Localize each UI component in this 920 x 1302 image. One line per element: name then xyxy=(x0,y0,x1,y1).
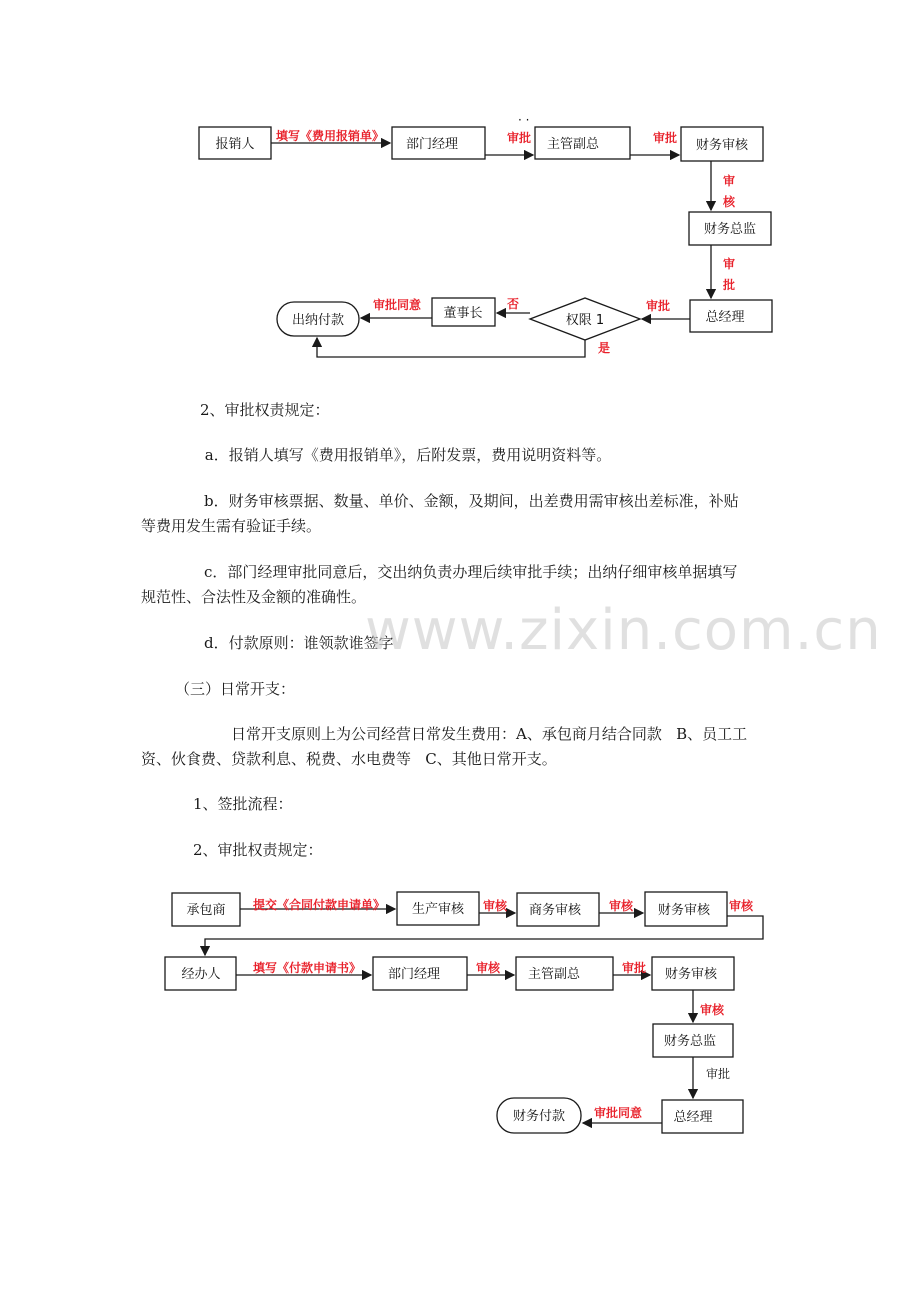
svg-text:部门经理: 部门经理 xyxy=(387,967,441,982)
svg-text:部门经理: 部门经理 xyxy=(405,137,459,152)
heading-approval-rules: 2、审批权责规定： xyxy=(200,401,330,419)
node-dept-manager xyxy=(392,127,485,159)
label-fill-form: 填写《费用报销单》 xyxy=(276,129,385,143)
svg-text:出纳付款: 出纳付款 xyxy=(291,313,345,328)
svg-text:主管副总: 主管副总 xyxy=(546,137,600,152)
label-no: 否 xyxy=(507,297,520,311)
label-audit-4: 审核 xyxy=(476,961,501,975)
svg-text:财务付款: 财务付款 xyxy=(512,1109,566,1124)
label-approve-1: 审批 xyxy=(507,131,532,145)
paragraph-daily-line1: 日常开支原则上为公司经营日常发生费用：A、承包商月结合同款 B、员工工 xyxy=(231,725,748,743)
label-approved-agree: 审批同意 xyxy=(373,298,422,312)
node-finance-director xyxy=(689,212,771,245)
label-approve-3: 审批 xyxy=(646,299,671,313)
svg-text:商务审核: 商务审核 xyxy=(528,903,582,918)
paragraph-c-line2: 规范性、合法性及金额的准确性。 xyxy=(141,588,367,606)
label-audit-vertical-1: 审 xyxy=(723,174,736,188)
label-fill-payment-form: 填写《付款申请书》 xyxy=(253,961,362,975)
flow2-connectors xyxy=(205,909,763,1123)
svg-text:主管副总: 主管副总 xyxy=(527,967,581,982)
svg-text:财务审核: 财务审核 xyxy=(695,138,749,153)
heading-daily-expenses: （三）日常开支： xyxy=(175,680,296,698)
node-contractor xyxy=(172,893,240,926)
svg-text:总经理: 总经理 xyxy=(705,310,745,325)
svg-text:经办人: 经办人 xyxy=(181,967,221,982)
node-claimant xyxy=(199,127,271,159)
node-finance-payment xyxy=(497,1098,581,1133)
reimbursement-flowchart xyxy=(0,0,920,380)
heading-approval-rules-2: 2、审批权责规定： xyxy=(193,841,323,859)
node-cashier-payment xyxy=(277,302,359,336)
paragraph-c-line1: c．部门经理审批同意后，交出纳负责办理后续审批手续；出纳仔细审核单据填写 xyxy=(204,563,738,581)
paragraph-b-line1: b．财务审核票据、数量、单价、金额，及期间，出差费用需审核出差标准，补贴 xyxy=(204,492,739,510)
node-deputy xyxy=(535,127,630,159)
label-approve-2b: 审批 xyxy=(706,1067,731,1081)
label-approve-2: 审批 xyxy=(653,131,678,145)
svg-text:财务总监: 财务总监 xyxy=(703,222,757,237)
node-finance-director-2 xyxy=(653,1024,733,1057)
label-yes: 是 xyxy=(598,341,611,355)
svg-text:承包商: 承包商 xyxy=(186,903,226,918)
node-finance-audit xyxy=(681,127,763,161)
watermark: www.zixin.com.cn xyxy=(365,598,882,663)
node-authority-decision xyxy=(530,298,640,340)
node-general-manager-2 xyxy=(662,1100,743,1133)
label-approve-vertical-1: 审 xyxy=(723,257,736,271)
svg-text:财务审核: 财务审核 xyxy=(657,903,711,918)
node-production-audit xyxy=(397,892,479,925)
node-finance-audit-2 xyxy=(652,957,734,990)
label-audit-1: 审核 xyxy=(483,899,508,913)
label-approve-1b: 审批 xyxy=(622,961,647,975)
svg-text:报销人: 报销人 xyxy=(215,137,255,152)
svg-text:财务审核: 财务审核 xyxy=(664,967,718,982)
svg-text:财务总监: 财务总监 xyxy=(663,1034,717,1049)
node-chairman xyxy=(432,298,495,326)
paragraph-b-line2: 等费用发生需有验证手续。 xyxy=(141,517,322,535)
node-general-manager xyxy=(690,300,772,332)
node-finance-audit-top xyxy=(645,892,727,926)
label-audit-3: 审核 xyxy=(729,899,754,913)
svg-text:生产审核: 生产审核 xyxy=(411,902,465,917)
svg-text:总经理: 总经理 xyxy=(673,1110,713,1125)
paragraph-a: a．报销人填写《费用报销单》，后附发票，费用说明资料等。 xyxy=(200,446,612,464)
heading-signoff-flow: 1、签批流程： xyxy=(193,795,293,813)
svg-text:董事长: 董事长 xyxy=(443,306,483,321)
svg-text:权限 1: 权限 1 xyxy=(565,313,605,328)
label-approve-vertical-2: 批 xyxy=(723,278,736,292)
label-audit-2: 审核 xyxy=(609,899,634,913)
node-handler xyxy=(165,957,236,990)
label-audit-vertical-2: 核 xyxy=(723,195,736,209)
label-audit-5: 审核 xyxy=(700,1003,725,1017)
label-dots: · · xyxy=(518,113,530,127)
contract-payment-flowchart xyxy=(0,880,920,1150)
node-commerce-audit xyxy=(517,893,599,926)
paragraph-d: d．付款原则：谁领款谁签字 xyxy=(204,634,394,652)
node-dept-manager-2 xyxy=(373,957,467,990)
paragraph-daily-line2: 资、伙食费、贷款利息、税费、水电费等 C、其他日常开支。 xyxy=(141,750,557,768)
label-approved-agree-2: 审批同意 xyxy=(594,1106,643,1120)
node-deputy-2 xyxy=(516,957,613,990)
label-submit-form: 提交《合同付款申请单》 xyxy=(253,898,386,912)
